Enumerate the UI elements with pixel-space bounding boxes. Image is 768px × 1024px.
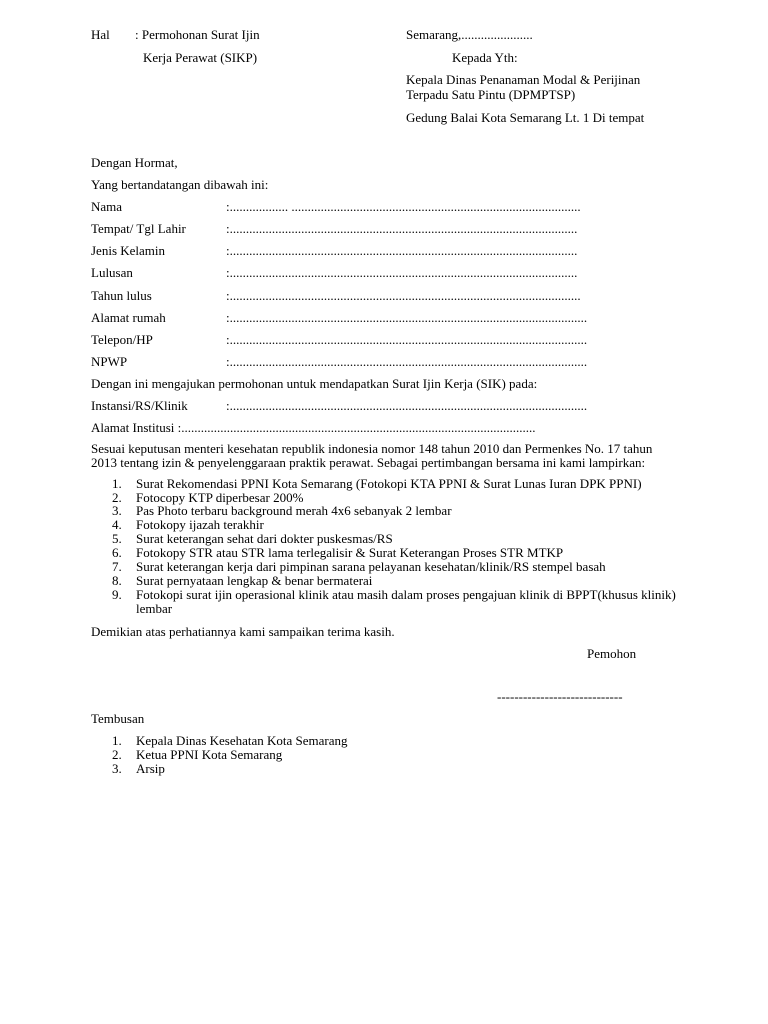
list-number: 3. (112, 761, 122, 776)
applicant-label: Pemohon (587, 646, 637, 661)
hal-value-line2: Kerja Perawat (SIKP) (143, 50, 258, 65)
field-value-tahun-lulus: :............................................................................................................ (226, 288, 581, 303)
greeting: Dengan Hormat, (91, 155, 178, 170)
field-label-telepon-hp: Telepon/HP (91, 332, 153, 347)
recipient-line1: Kepala Dinas Penanaman Modal & Perijinan (406, 72, 641, 87)
recipient-line2: Terpadu Satu Pintu (DPMPTSP) (406, 87, 576, 102)
field-value-telepon-hp: :.............................................................................................................. (226, 332, 588, 347)
hal-label: Hal (91, 27, 110, 42)
legal-basis-line1: Sesuai keputusan menteri kesehatan republik indonesia nomor 148 tahun 2010 dan Permenkes No. 17 tahun (91, 441, 653, 456)
field-alamat-institusi: Alamat Institusi :............................................................................................................. (91, 420, 536, 435)
field-label-tahun-lulus: Tahun lulus (91, 288, 152, 303)
list-text: Fotokopy ijazah terakhir (136, 517, 264, 532)
field-value-lulusan: :........................................................................................................... (226, 265, 578, 280)
field-value-nama: :.................. ......................................................................................... (226, 199, 581, 214)
request-text: Dengan ini mengajukan permohonan untuk mendapatkan Surat Ijin Kerja (SIK) pada: (91, 376, 538, 391)
list-number: 1. (112, 476, 122, 491)
list-text: Kepala Dinas Kesehatan Kota Semarang (136, 733, 348, 748)
list-text: Surat keterangan sehat dari dokter puskesmas/RS (136, 531, 393, 546)
legal-basis-line2: 2013 tentang izin & penyelenggaraan praktik perawat. Sebagai pertimbangan bersama ini kami lampirkan: (91, 455, 646, 470)
recipient-address: Gedung Balai Kota Semarang Lt. 1 Di tempat (406, 110, 645, 125)
list-number: 6. (112, 545, 122, 560)
list-text-continuation: lembar (136, 601, 173, 616)
list-text: Fotocopy KTP diperbesar 200% (136, 490, 304, 505)
kepada-label: Kepada Yth: (452, 50, 518, 65)
list-number: 2. (112, 747, 122, 762)
hal-value-line1: : Permohonan Surat Ijin (135, 27, 260, 42)
list-text: Fotokopi surat ijin operasional klinik atau masih dalam proses pengajuan klinik di BPPT(khusus klinik) (136, 587, 676, 602)
field-label-instansi: Instansi/RS/Klinik (91, 398, 188, 413)
field-label-lulusan: Lulusan (91, 265, 133, 280)
list-number: 4. (112, 517, 122, 532)
list-number: 8. (112, 573, 122, 588)
field-value-npwp: :.............................................................................................................. (226, 354, 588, 369)
list-text: Surat Rekomendasi PPNI Kota Semarang (Fotokopi KTA PPNI & Surat Lunas Iuran DPK PPNI) (136, 476, 642, 491)
list-number: 5. (112, 531, 122, 546)
list-number: 2. (112, 490, 122, 505)
field-value-tempat-tgl-lahir: :........................................................................................................... (226, 221, 578, 236)
field-value-alamat-rumah: :.............................................................................................................. (226, 310, 588, 325)
cc-title: Tembusan (91, 711, 145, 726)
place-date: Semarang,...................... (406, 27, 533, 42)
list-number: 1. (112, 733, 122, 748)
signature-line: ----------------------------- (497, 689, 623, 704)
field-label-alamat-rumah: Alamat rumah (91, 310, 166, 325)
list-text: Surat pernyataan lengkap & benar bermaterai (136, 573, 373, 588)
list-number: 7. (112, 559, 122, 574)
list-text: Ketua PPNI Kota Semarang (136, 747, 283, 762)
field-label-npwp: NPWP (91, 354, 128, 369)
list-text: Pas Photo terbaru background merah 4x6 sebanyak 2 lembar (136, 503, 452, 518)
field-label-nama: Nama (91, 199, 123, 214)
list-number: 9. (112, 587, 122, 602)
list-text: Surat keterangan kerja dari pimpinan sarana pelayanan kesehatan/klinik/RS stempel basah (136, 559, 606, 574)
list-text: Arsip (136, 761, 165, 776)
closing-text: Demikian atas perhatiannya kami sampaikan terima kasih. (91, 624, 395, 639)
intro-text: Yang bertandatangan dibawah ini: (91, 177, 269, 192)
field-label-jenis-kelamin: Jenis Kelamin (91, 243, 166, 258)
list-number: 3. (112, 503, 122, 518)
field-value-jenis-kelamin: :........................................................................................................... (226, 243, 578, 258)
field-value-instansi: :.............................................................................................................. (226, 398, 588, 413)
field-label-tempat-tgl-lahir: Tempat/ Tgl Lahir (91, 221, 186, 236)
list-text: Fotokopy STR atau STR lama terlegalisir & Surat Keterangan Proses STR MTKP (136, 545, 564, 560)
